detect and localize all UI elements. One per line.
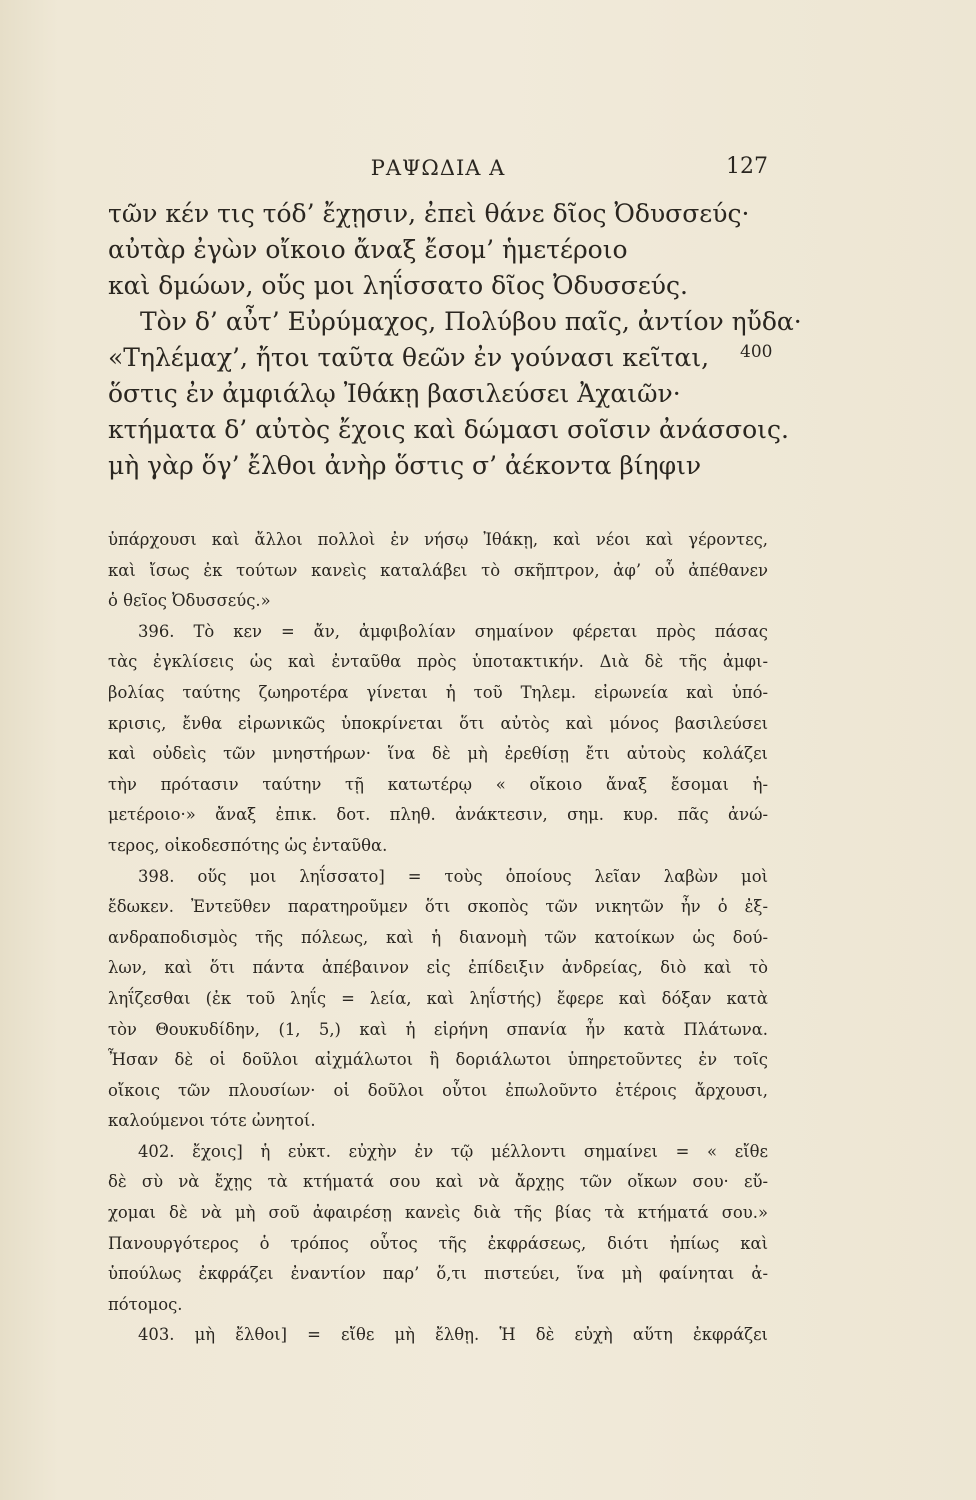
commentary-block [108, 525, 768, 1351]
note-line: Ἦσαν δὲ οἱ δοῦλοι αἰχμάλωτοι ἢ δοριάλωτοι ὑπηρετοῦντες ἐν τοῖς [108, 1050, 768, 1070]
verse-line: κτήματα δ’ αὐτὸς ἔχοις καὶ δώμασι σοῖσιν ἀνάσσοις. [108, 415, 789, 444]
note-line: τὰς ἐγκλίσεις ὡς καὶ ἐνταῦθα πρὸς ὑποτακτικήν. Διὰ δὲ τῆς ἀμφι- [108, 652, 768, 672]
note-line: ανδραποδισμὸς τῆς πόλεως, καὶ ἡ διανομὴ τῶν κατοίκων ὡς δού- [108, 927, 768, 947]
note-line: ὁ θεῖος Ὀδυσσεύς.» [108, 591, 271, 611]
verse-line: «Τηλέμαχ’, ἤτοι ταῦτα θεῶν ἐν γούνασι κεῖται, [108, 343, 710, 372]
note-line: ἔδωκεν. Ἐντεῦθεν παρατηροῦμεν ὅτι σκοπὸς τῶν νικητῶν ἦν ὁ ἐξ- [108, 897, 768, 917]
note-line: 402. ἔχοις] ἡ εὐκτ. εὐχὴν ἐν τῷ μέλλοντι σημαίνει = « εἴθε [138, 1141, 768, 1161]
verse-block [108, 196, 802, 484]
line-number-marker: 400 [740, 342, 773, 362]
note-line: χομαι δὲ νὰ μὴ σοῦ ἀφαιρέσῃ κανεὶς διὰ τῆς βίας τὰ κτήματά σου.» [108, 1203, 768, 1223]
note-line: μετέροιο·» ἄναξ ἐπικ. δοτ. πληθ. ἀνάκτεσιν, σημ. κυρ. πᾶς ἀνώ- [108, 805, 768, 825]
verse-line: τῶν κέν τις τόδ’ ἔχῃσιν, ἐπεὶ θάνε δῖος Ὀδυσσεύς· [108, 199, 750, 228]
note-line: τὸν Θουκυδίδην, (1, 5,) καὶ ἡ εἰρήνη σπανία ἦν κατὰ Πλάτωνα. [108, 1019, 768, 1039]
note-line: καὶ ἴσως ἐκ τούτων κανεὶς καταλάβει τὸ σκῆπτρον, ἀφ’ οὗ ἀπέθανεν [108, 560, 768, 580]
running-title: ΡΑΨΩΔΙΑ Α [370, 156, 506, 180]
note-line: 398. οὕς μοι ληΐσσατο] = τοὺς ὁποίους λεῖαν λαβὼν μοὶ [138, 866, 768, 886]
note-line: λων, καὶ ὅτι πάντα ἀπέβαινον εἰς ἐπίδειξιν ἀνδρείας, διὸ καὶ τὸ [108, 958, 768, 978]
note-line: ὑπάρχουσι καὶ ἄλλοι πολλοὶ ἐν νήσῳ Ἰθάκῃ, καὶ νέοι καὶ γέροντες, [108, 530, 768, 549]
note-line: 403. μὴ ἔλθοι] = εἴθε μὴ ἔλθῃ. Ἡ δὲ εὐχὴ αὕτη ἐκφράζει [138, 1325, 768, 1345]
verse-line: αὐτὰρ ἐγὼν οἴκοιο ἄναξ ἔσομ’ ἡμετέροιο [108, 235, 628, 264]
page-number: 127 [726, 154, 768, 179]
note-line: καλούμενοι τότε ὠνητοί. [108, 1111, 316, 1131]
note-line: οἴκοις τῶν πλουσίων· οἱ δοῦλοι οὗτοι ἐπωλοῦντο ἑτέροις ἄρχουσι, [108, 1080, 768, 1100]
verse-line: ὅστις ἐν ἀμφιάλῳ Ἰθάκῃ βασιλεύσει Ἀχαιῶν· [108, 379, 681, 408]
note-line: ληΐζεσθαι (ἐκ τοῦ ληΐς = λεία, καὶ ληΐστής) ἔφερε καὶ δόξαν κατὰ [108, 988, 768, 1008]
note-line: Πανουργότερος ὁ τρόπος οὗτος τῆς ἐκφράσεως, διότι ἠπίως καὶ [108, 1233, 768, 1253]
note-line: πότομος. [108, 1294, 183, 1314]
verse-line: μὴ γὰρ ὅγ’ ἔλθοι ἀνὴρ ὅστις σ’ ἀέκοντα βίηφιν [108, 451, 702, 480]
note-line: τὴν πρότασιν ταύτην τῇ κατωτέρῳ « οἴκοιο ἄναξ ἔσομαι ἡ- [108, 774, 768, 794]
note-line: κρισις, ἔνθα εἰρωνικῶς ὑποκρίνεται ὅτι αὐτὸς καὶ μόνος βασιλεύσει [108, 713, 768, 733]
verse-line: Τὸν δ’ αὖτ’ Εὐρύμαχος, Πολύβου παῖς, ἀντίον ηὔδα· [140, 307, 802, 336]
verse-line: καὶ δμώων, οὕς μοι ληΐσσατο δῖος Ὀδυσσεύς. [108, 271, 688, 300]
note-line: 396. Τὸ κεν = ἄν, ἀμφιβολίαν σημαίνον φέρεται πρὸς πάσας [138, 621, 768, 641]
note-line: καὶ οὐδεὶς τῶν μνηστήρων· ἵνα δὲ μὴ ἐρεθίσῃ ἔτι αὐτοὺς κολάζει [108, 744, 768, 764]
note-line: τερος, οἰκοδεσπότης ὡς ἐνταῦθα. [108, 835, 388, 855]
note-line: ὑπούλως ἐκφράζει ἐναντίον παρ’ ὅ,τι πιστεύει, ἵνα μὴ φαίνηται ἀ- [108, 1264, 768, 1284]
page-header [108, 150, 768, 190]
note-line: βολίας ταύτης ζωηροτέρα γίνεται ἡ τοῦ Τηλεμ. εἰρωνεία καὶ ὑπό- [108, 682, 768, 702]
note-line: δὲ σὺ νὰ ἔχῃς τὰ κτήματά σου καὶ νὰ ἄρχῃς τῶν οἴκων σου· εὔ- [108, 1172, 768, 1192]
